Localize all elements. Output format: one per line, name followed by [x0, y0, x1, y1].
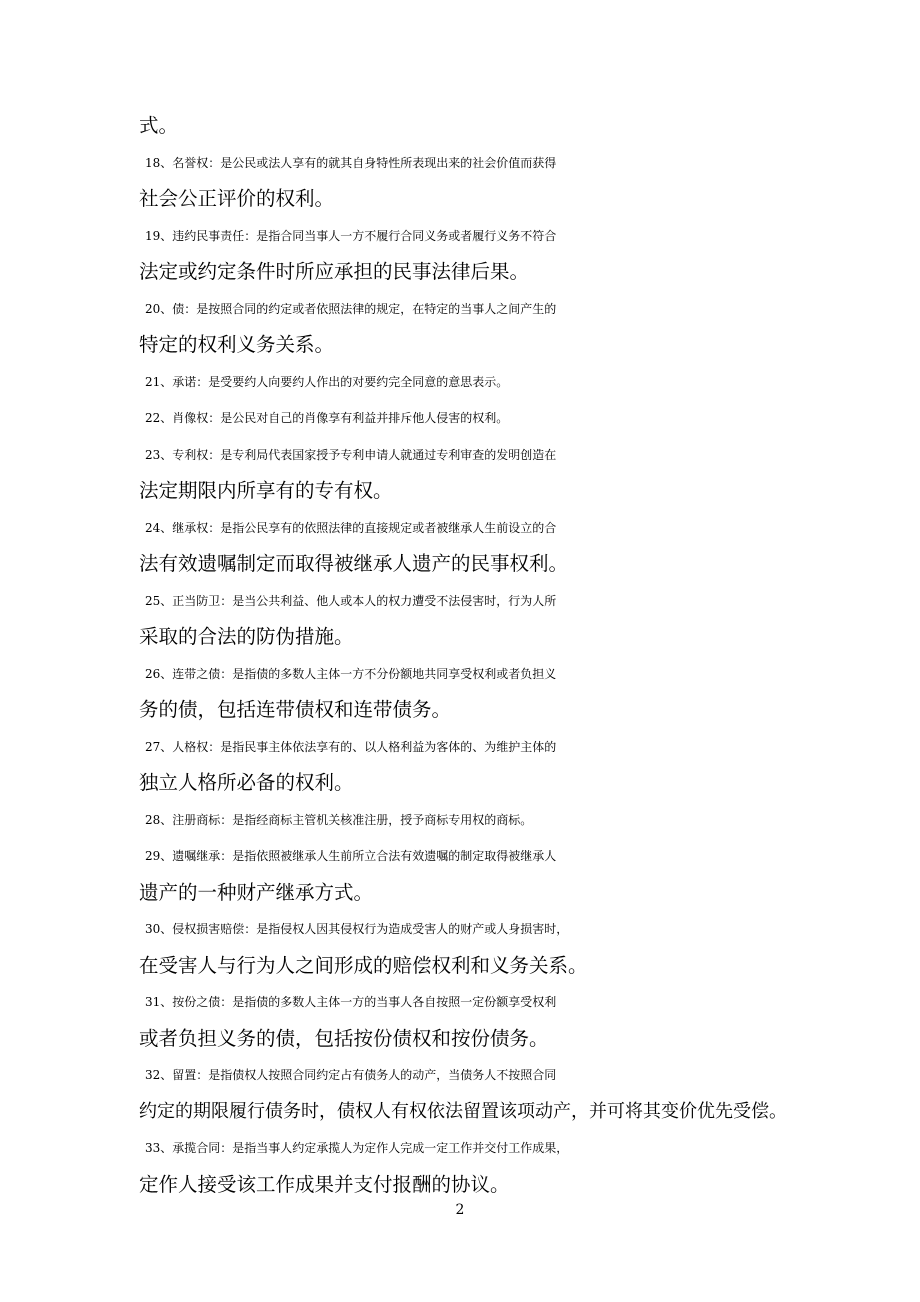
paragraph-line: 19、违约民事责任：是指合同当事人一方不履行合同义务或者履行义务不符合: [145, 228, 557, 243]
paragraph-line: 18、名誉权：是公民或法人享有的就其自身特性所表现出来的社会价值而获得: [145, 155, 557, 170]
paragraph-line: 31、按份之债：是指债的多数人主体一方的当事人各自按照一定份额享受权利: [145, 995, 557, 1009]
definition-paragraph: [139, 291, 789, 364]
paragraph-line: 独立人格所必备的权利。: [139, 771, 354, 794]
definition-paragraph: [139, 1130, 789, 1203]
definition-paragraph: [139, 145, 789, 218]
paragraph-line: 24、继承权：是指公民享有的依照法律的直接规定或者被继承人生前设立的合: [145, 520, 557, 535]
definition-paragraph: [139, 218, 789, 291]
paragraph-line: 27、人格权：是指民事主体依法享有的、以人格利益为客体的、为维护主体的: [145, 739, 557, 754]
definition-paragraph: [139, 400, 789, 437]
paragraph-line: 28、注册商标：是指经商标主管机关核准注册，授予商标专用权的商标。: [145, 812, 533, 827]
definition-paragraph: [139, 838, 789, 911]
paragraph-line: 21、承诺：是受要约人向要约人作出的对要约完全同意的意思表示。: [145, 374, 509, 389]
paragraph-line: 23、专利权：是专利局代表国家授予专利申请人就通过专利审查的发明创造在: [145, 447, 557, 462]
paragraph-line: 务的债，包括连带债权和连带债务。: [139, 698, 452, 721]
paragraph-line: 20、债：是按照合同的约定或者依照法律的规定，在特定的当事人之间产生的: [145, 301, 557, 316]
paragraph-line: 式。: [139, 114, 179, 137]
document-body: [139, 108, 789, 1203]
paragraph-line: 定作人接受该工作成果并支付报酬的协议。: [139, 1172, 510, 1196]
paragraph-line: 29、遗嘱继承：是指依照被继承人生前所立合法有效遗嘱的制定取得被继承人: [145, 849, 557, 863]
paragraph-line: 特定的权利义务关系。: [139, 333, 335, 356]
paragraph-line: 采取的合法的防伪措施。: [139, 625, 354, 648]
paragraph-line: 社会公正评价的权利。: [139, 187, 335, 210]
paragraph-line: 约定的期限履行债务时，债权人有权依法留置该项动产，并可将其变价优先受偿。: [139, 1100, 787, 1122]
paragraph-line: 32、留置：是指债权人按照合同约定占有债务人的动产，当债务人不按照合同: [145, 1068, 557, 1082]
definition-paragraph: [139, 729, 789, 802]
definition-paragraph: [139, 108, 789, 145]
paragraph-line: 30、侵权损害赔偿：是指侵权人因其侵权行为造成受害人的财产或人身损害时，: [145, 922, 569, 936]
paragraph-line: 33、承揽合同：是指当事人约定承揽人为定作人完成一定工作并交付工作成果，: [145, 1141, 569, 1155]
paragraph-line: 遗产的一种财产继承方式。: [139, 880, 374, 904]
paragraph-line: 法有效遗嘱制定而取得被继承人遗产的民事权利。: [139, 552, 569, 575]
paragraph-line: 或者负担义务的债，包括按份债权和按份债务。: [139, 1026, 549, 1050]
definition-paragraph: [139, 984, 789, 1057]
definition-paragraph: [139, 1057, 789, 1130]
definition-paragraph: [139, 656, 789, 729]
paragraph-line: 法定或约定条件时所应承担的民事法律后果。: [139, 260, 530, 283]
paragraph-line: 22、肖像权：是公民对自己的肖像享有利益并排斥他人侵害的权利。: [145, 411, 509, 425]
definition-paragraph: [139, 911, 789, 984]
page-number: 2: [455, 1202, 465, 1218]
paragraph-line: 在受害人与行为人之间形成的赔偿权利和义务关系。: [139, 953, 588, 977]
definition-paragraph: [139, 510, 789, 583]
paragraph-line: 法定期限内所享有的专有权。: [139, 479, 393, 502]
definition-paragraph: [139, 802, 789, 839]
paragraph-line: 25、正当防卫：是当公共利益、他人或本人的权力遭受不法侵害时，行为人所: [145, 593, 557, 608]
paragraph-line: 26、连带之债：是指债的多数人主体一方不分份额地共同享受权利或者负担义: [145, 666, 557, 681]
definition-paragraph: [139, 437, 789, 510]
definition-paragraph: [139, 583, 789, 656]
definition-paragraph: [139, 364, 789, 401]
